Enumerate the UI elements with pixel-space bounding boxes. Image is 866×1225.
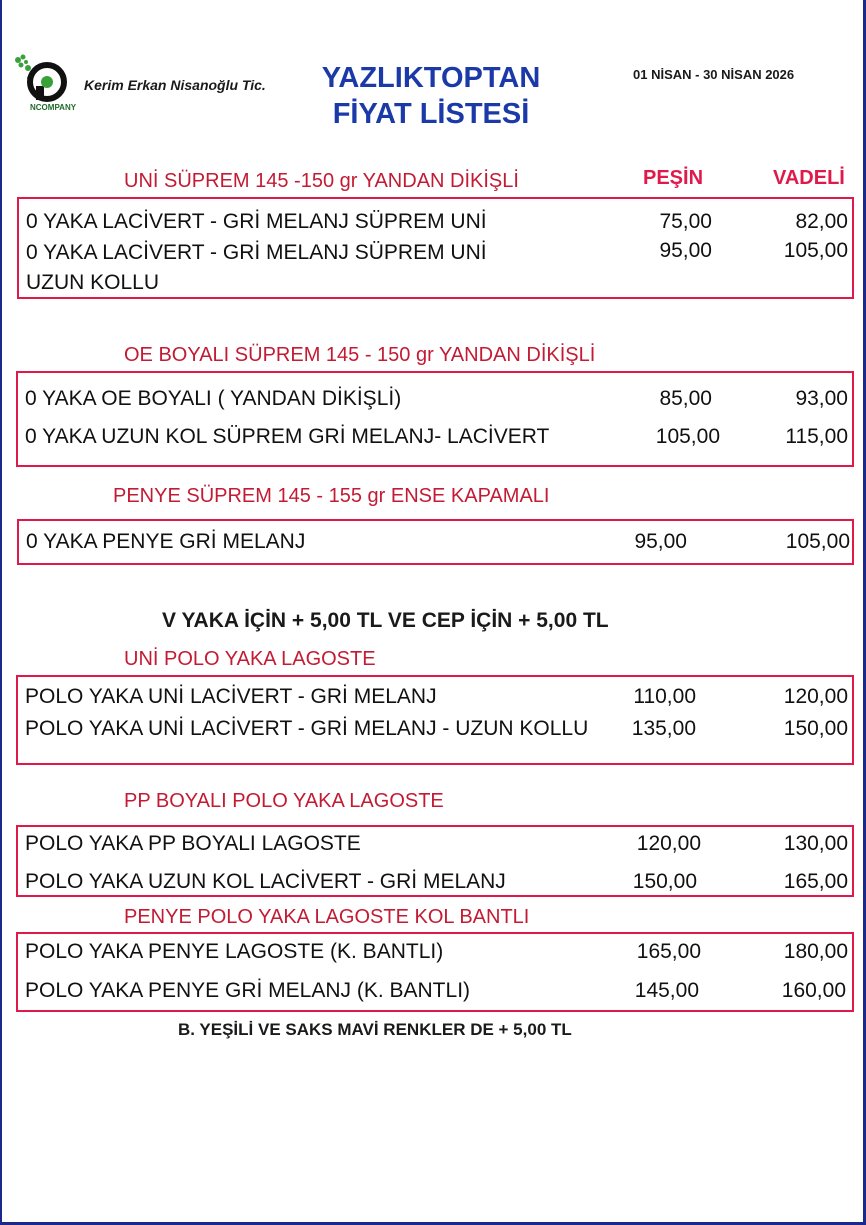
credit-price: 120,00: [783, 685, 848, 708]
price-row: [18, 866, 852, 898]
section-title-uni-polo: UNİ POLO YAKA LAGOSTE: [124, 648, 376, 670]
v-neck-note: V YAKA İÇİN + 5,00 TL VE CEP İÇİN + 5,00 TL: [162, 609, 609, 632]
section-title-penye-polo: PENYE POLO YAKA LAGOSTE KOL BANTLI: [124, 906, 530, 928]
cash-price: 120,00: [636, 832, 701, 855]
cash-price: 95,00: [634, 530, 687, 553]
section-title-penye-suprem: PENYE SÜPREM 145 - 155 gr ENSE KAPAMALI: [113, 485, 550, 507]
price-row: [18, 936, 852, 968]
credit-price: 105,00: [783, 239, 848, 262]
product-name: 0 YAKA LACİVERT - GRİ MELANJ SÜPREM UNİ: [26, 210, 487, 233]
product-name-line-2: UZUN KOLLU: [26, 271, 160, 294]
credit-price: 165,00: [783, 870, 848, 893]
cash-price: 105,00: [655, 425, 720, 448]
price-row: [18, 421, 852, 453]
price-row: [19, 526, 852, 558]
product-name: POLO YAKA UZUN KOL LACİVERT - GRİ MELANJ: [25, 870, 506, 893]
cash-price: 95,00: [659, 239, 712, 262]
section-title-uni-suprem: UNİ SÜPREM 145 -150 gr YANDAN DİKİŞLİ: [124, 170, 519, 192]
column-header-cash: PEŞİN: [643, 167, 704, 189]
section-title-pp-polo: PP BOYALI POLO YAKA LAGOSTE: [124, 790, 444, 812]
price-box-uni-suprem: [17, 197, 854, 299]
price-row: [18, 713, 852, 745]
page-title: [300, 60, 562, 132]
product-name: POLO YAKA PP BOYALI LAGOSTE: [25, 832, 361, 855]
product-name: POLO YAKA PENYE GRİ MELANJ (K. BANTLI): [25, 979, 471, 1002]
product-name: 0 YAKA UZUN KOL SÜPREM GRİ MELANJ- LACİVERT: [25, 425, 550, 448]
price-box-uni-polo: [16, 675, 854, 765]
price-row: [19, 237, 852, 299]
cash-price: 150,00: [632, 870, 697, 893]
cash-price: 135,00: [631, 717, 696, 740]
cash-price: 110,00: [633, 685, 696, 708]
product-name: POLO YAKA UNİ LACİVERT - GRİ MELANJ: [25, 685, 437, 708]
product-name: POLO YAKA UNİ LACİVERT - GRİ MELANJ - UZUN KOLLU: [25, 717, 589, 740]
page-frame-left: [0, 0, 2, 1225]
product-name: 0 YAKA OE BOYALI ( YANDAN DİKİŞLİ): [25, 387, 402, 410]
title-line-2: FİYAT LİSTESİ: [332, 98, 530, 130]
title-line-1: YAZLIKTOPTAN: [321, 62, 541, 94]
company-name: Kerim Erkan Nisanoğlu Tic.: [84, 77, 266, 93]
credit-price: 105,00: [785, 530, 850, 553]
company-sub-label: NCOMPANY: [30, 103, 77, 112]
price-row: [19, 206, 852, 238]
credit-price: 130,00: [783, 832, 848, 855]
credit-price: 180,00: [783, 940, 848, 963]
product-name: 0 YAKA LACİVERT - GRİ MELANJ SÜPREM UNİ: [26, 241, 487, 264]
credit-price: 160,00: [781, 979, 846, 1002]
product-name: 0 YAKA PENYE GRİ MELANJ: [26, 530, 306, 553]
price-box-oe-boyali: [16, 371, 854, 467]
price-row: [18, 828, 852, 860]
section-title-oe-boyali: OE BOYALI SÜPREM 145 - 150 gr YANDAN DİKİŞLİ: [124, 344, 596, 366]
credit-price: 82,00: [795, 210, 848, 233]
price-row: [18, 383, 852, 415]
credit-price: 93,00: [795, 387, 848, 410]
product-name: POLO YAKA PENYE LAGOSTE (K. BANTLI): [25, 940, 444, 963]
price-box-penye-suprem: [17, 519, 854, 565]
color-surcharge-note: B. YEŞİLİ VE SAKS MAVİ RENKLER DE + 5,00 TL: [178, 1020, 572, 1039]
cash-price: 85,00: [659, 387, 712, 410]
date-range: 01 NİSAN - 30 NİSAN 2026: [633, 67, 795, 82]
price-box-penye-polo: [16, 932, 854, 1012]
price-row: [18, 681, 852, 713]
price-box-pp-polo: [16, 825, 854, 897]
cash-price: 145,00: [634, 979, 699, 1002]
credit-price: 150,00: [783, 717, 848, 740]
column-header-credit: VADELİ: [773, 167, 845, 189]
price-row: [18, 975, 852, 1007]
credit-price: 115,00: [785, 425, 848, 448]
cash-price: 165,00: [636, 940, 701, 963]
cash-price: 75,00: [659, 210, 712, 233]
